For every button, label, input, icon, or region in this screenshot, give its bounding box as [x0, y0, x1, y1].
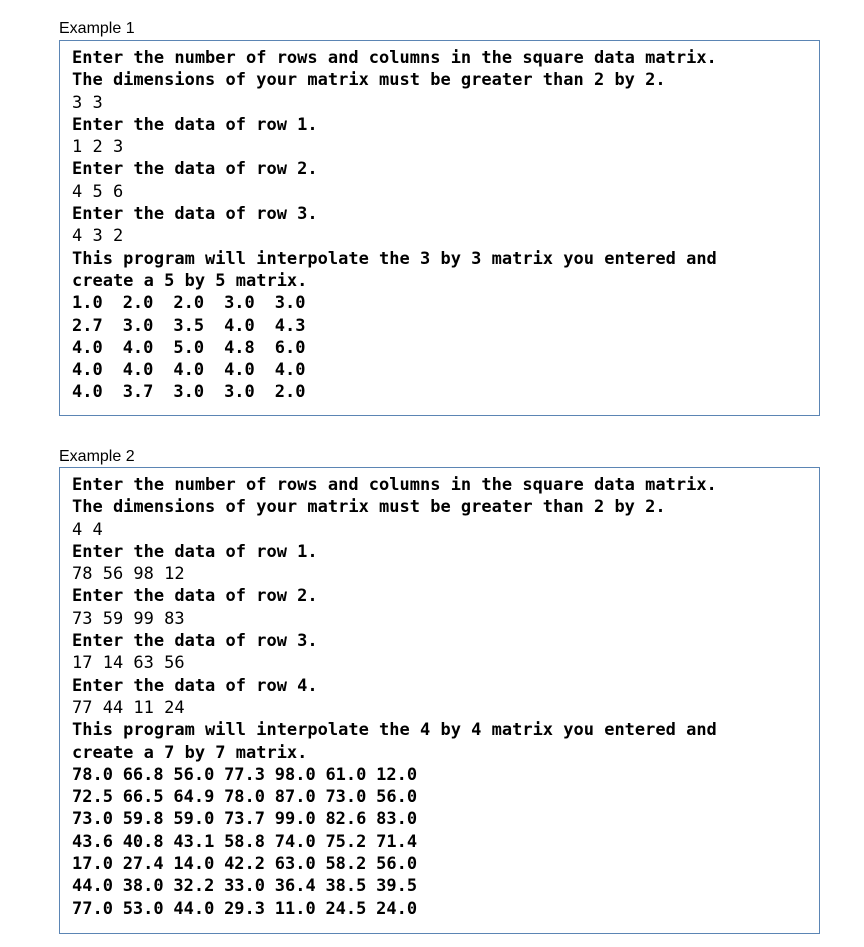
- matrix-cell: 3.7: [122, 382, 154, 403]
- matrix-cell: 39.5: [376, 876, 418, 897]
- matrix-row: [72, 292, 819, 314]
- prompt-line: Enter the number of rows and columns in the square data matrix.: [72, 475, 717, 495]
- matrix-cell: 4.0: [122, 337, 154, 358]
- matrix-row: [72, 381, 819, 403]
- prompt-line: This program will interpolate the 4 by 4 matrix you entered and: [72, 720, 717, 741]
- matrix-cell: 4.0: [274, 360, 306, 381]
- matrix-cell: 38.0: [122, 876, 164, 897]
- user-input-line: 4 3 2: [72, 226, 124, 247]
- prompt-line: Enter the data of row 2.: [72, 586, 318, 607]
- prompt-line: The dimensions of your matrix must be greater than 2 by 2.: [72, 497, 666, 518]
- matrix-cell: 99.0: [274, 809, 316, 830]
- matrix-cell: 4.0: [224, 315, 255, 336]
- matrix-cell: 5.0: [173, 337, 205, 358]
- matrix-cell: 38.5: [325, 876, 367, 897]
- prompt-line: Enter the data of row 3.: [72, 204, 318, 225]
- matrix-cell: 78.0: [224, 787, 266, 808]
- matrix-row: [72, 359, 819, 381]
- matrix-row: [72, 786, 819, 808]
- matrix-cell: 27.4: [122, 854, 164, 875]
- matrix-cell: 4.8: [224, 337, 255, 358]
- matrix-cell: 59.8: [122, 809, 164, 830]
- matrix-cell: 66.5: [122, 787, 164, 808]
- example-1-console-output: [59, 40, 820, 416]
- matrix-cell: 74.0: [274, 831, 316, 852]
- matrix-cell: 61.0: [325, 764, 367, 785]
- matrix-cell: 4.0: [72, 360, 103, 381]
- matrix-cell: 44.0: [72, 876, 113, 897]
- matrix-cell: 83.0: [376, 809, 418, 830]
- matrix-cell: 75.2: [325, 831, 367, 852]
- matrix-cell: 1.0: [72, 293, 103, 314]
- matrix-cell: 73.0: [325, 787, 367, 808]
- matrix-cell: 53.0: [122, 898, 164, 919]
- matrix-cell: 32.2: [173, 876, 215, 897]
- matrix-cell: 78.0: [72, 764, 113, 785]
- user-input-line: 73 59 99 83: [72, 608, 185, 629]
- matrix-cell: 2.7: [72, 315, 103, 336]
- matrix-cell: 3.5: [173, 315, 205, 336]
- matrix-cell: 11.0: [274, 898, 316, 919]
- matrix-cell: 2.0: [122, 293, 154, 314]
- matrix-cell: 73.7: [224, 809, 266, 830]
- matrix-cell: 82.6: [325, 809, 367, 830]
- matrix-cell: 2.0: [173, 293, 205, 314]
- matrix-row: [72, 764, 819, 786]
- matrix-cell: 4.3: [274, 315, 306, 336]
- matrix-cell: 12.0: [376, 764, 418, 785]
- prompt-line: Enter the data of row 4.: [72, 675, 318, 696]
- prompt-line: Enter the data of row 3.: [72, 631, 318, 652]
- matrix-cell: 72.5: [72, 787, 113, 808]
- matrix-cell: 43.6: [72, 831, 113, 852]
- user-input-line: 1 2 3: [72, 137, 124, 158]
- matrix-cell: 3.0: [122, 315, 154, 336]
- matrix-cell: 29.3: [224, 898, 266, 919]
- matrix-cell: 2.0: [274, 382, 306, 403]
- matrix-cell: 4.0: [173, 360, 205, 381]
- prompt-line: Enter the number of rows and columns in the square data matrix.: [72, 48, 717, 68]
- matrix-cell: 56.0: [376, 787, 418, 808]
- matrix-cell: 63.0: [274, 854, 316, 875]
- matrix-row: [72, 315, 819, 337]
- matrix-cell: 3.0: [173, 382, 205, 403]
- matrix-cell: 33.0: [224, 876, 266, 897]
- matrix-cell: 58.8: [224, 831, 266, 852]
- matrix-row: [72, 831, 819, 853]
- matrix-cell: 59.0: [173, 809, 215, 830]
- matrix-cell: 6.0: [274, 337, 306, 358]
- matrix-row: [72, 337, 819, 359]
- prompt-line: Enter the data of row 1.: [72, 541, 318, 562]
- example-2-label: Example 2: [59, 448, 135, 465]
- user-input-line: 77 44 11 24: [72, 697, 185, 718]
- matrix-cell: 3.0: [224, 293, 255, 314]
- matrix-cell: 36.4: [274, 876, 316, 897]
- prompt-line: Enter the data of row 1.: [72, 114, 318, 135]
- matrix-cell: 43.1: [173, 831, 215, 852]
- example-1-label: Example 1: [59, 20, 135, 37]
- matrix-cell: 4.0: [224, 360, 255, 381]
- matrix-cell: 4.0: [72, 382, 103, 403]
- matrix-cell: 17.0: [72, 854, 113, 875]
- matrix-cell: 24.5: [325, 898, 367, 919]
- matrix-cell: 64.9: [173, 787, 215, 808]
- user-input-line: 78 56 98 12: [72, 564, 185, 585]
- matrix-row: [72, 853, 819, 875]
- user-input-line: 4 5 6: [72, 181, 124, 202]
- prompt-line: create a 7 by 7 matrix.: [72, 742, 308, 763]
- user-input-line: 4 4: [72, 519, 103, 540]
- example-2-console-output: [59, 467, 820, 934]
- matrix-cell: 24.0: [376, 898, 418, 919]
- user-input-line: 3 3: [72, 92, 103, 113]
- matrix-row: [72, 808, 819, 830]
- prompt-line: Enter the data of row 2.: [72, 159, 318, 180]
- matrix-cell: 71.4: [376, 831, 418, 852]
- matrix-cell: 66.8: [122, 764, 164, 785]
- prompt-line: create a 5 by 5 matrix.: [72, 270, 308, 291]
- matrix-cell: 58.2: [325, 854, 367, 875]
- matrix-cell: 77.3: [224, 764, 266, 785]
- prompt-line: The dimensions of your matrix must be greater than 2 by 2.: [72, 70, 666, 91]
- prompt-line: This program will interpolate the 3 by 3 matrix you entered and: [72, 248, 717, 269]
- matrix-cell: 40.8: [122, 831, 164, 852]
- matrix-cell: 87.0: [274, 787, 316, 808]
- matrix-cell: 42.2: [224, 854, 266, 875]
- matrix-cell: 14.0: [173, 854, 215, 875]
- matrix-cell: 4.0: [122, 360, 154, 381]
- matrix-cell: 3.0: [274, 293, 306, 314]
- matrix-cell: 56.0: [376, 854, 418, 875]
- matrix-cell: 3.0: [224, 382, 255, 403]
- user-input-line: 17 14 63 56: [72, 653, 185, 674]
- matrix-cell: 56.0: [173, 764, 215, 785]
- matrix-cell: 73.0: [72, 809, 113, 830]
- matrix-cell: 98.0: [274, 764, 316, 785]
- matrix-row: [72, 875, 819, 897]
- matrix-cell: 44.0: [173, 898, 215, 919]
- matrix-cell: 77.0: [72, 898, 113, 919]
- matrix-cell: 4.0: [72, 337, 103, 358]
- matrix-row: [72, 898, 819, 920]
